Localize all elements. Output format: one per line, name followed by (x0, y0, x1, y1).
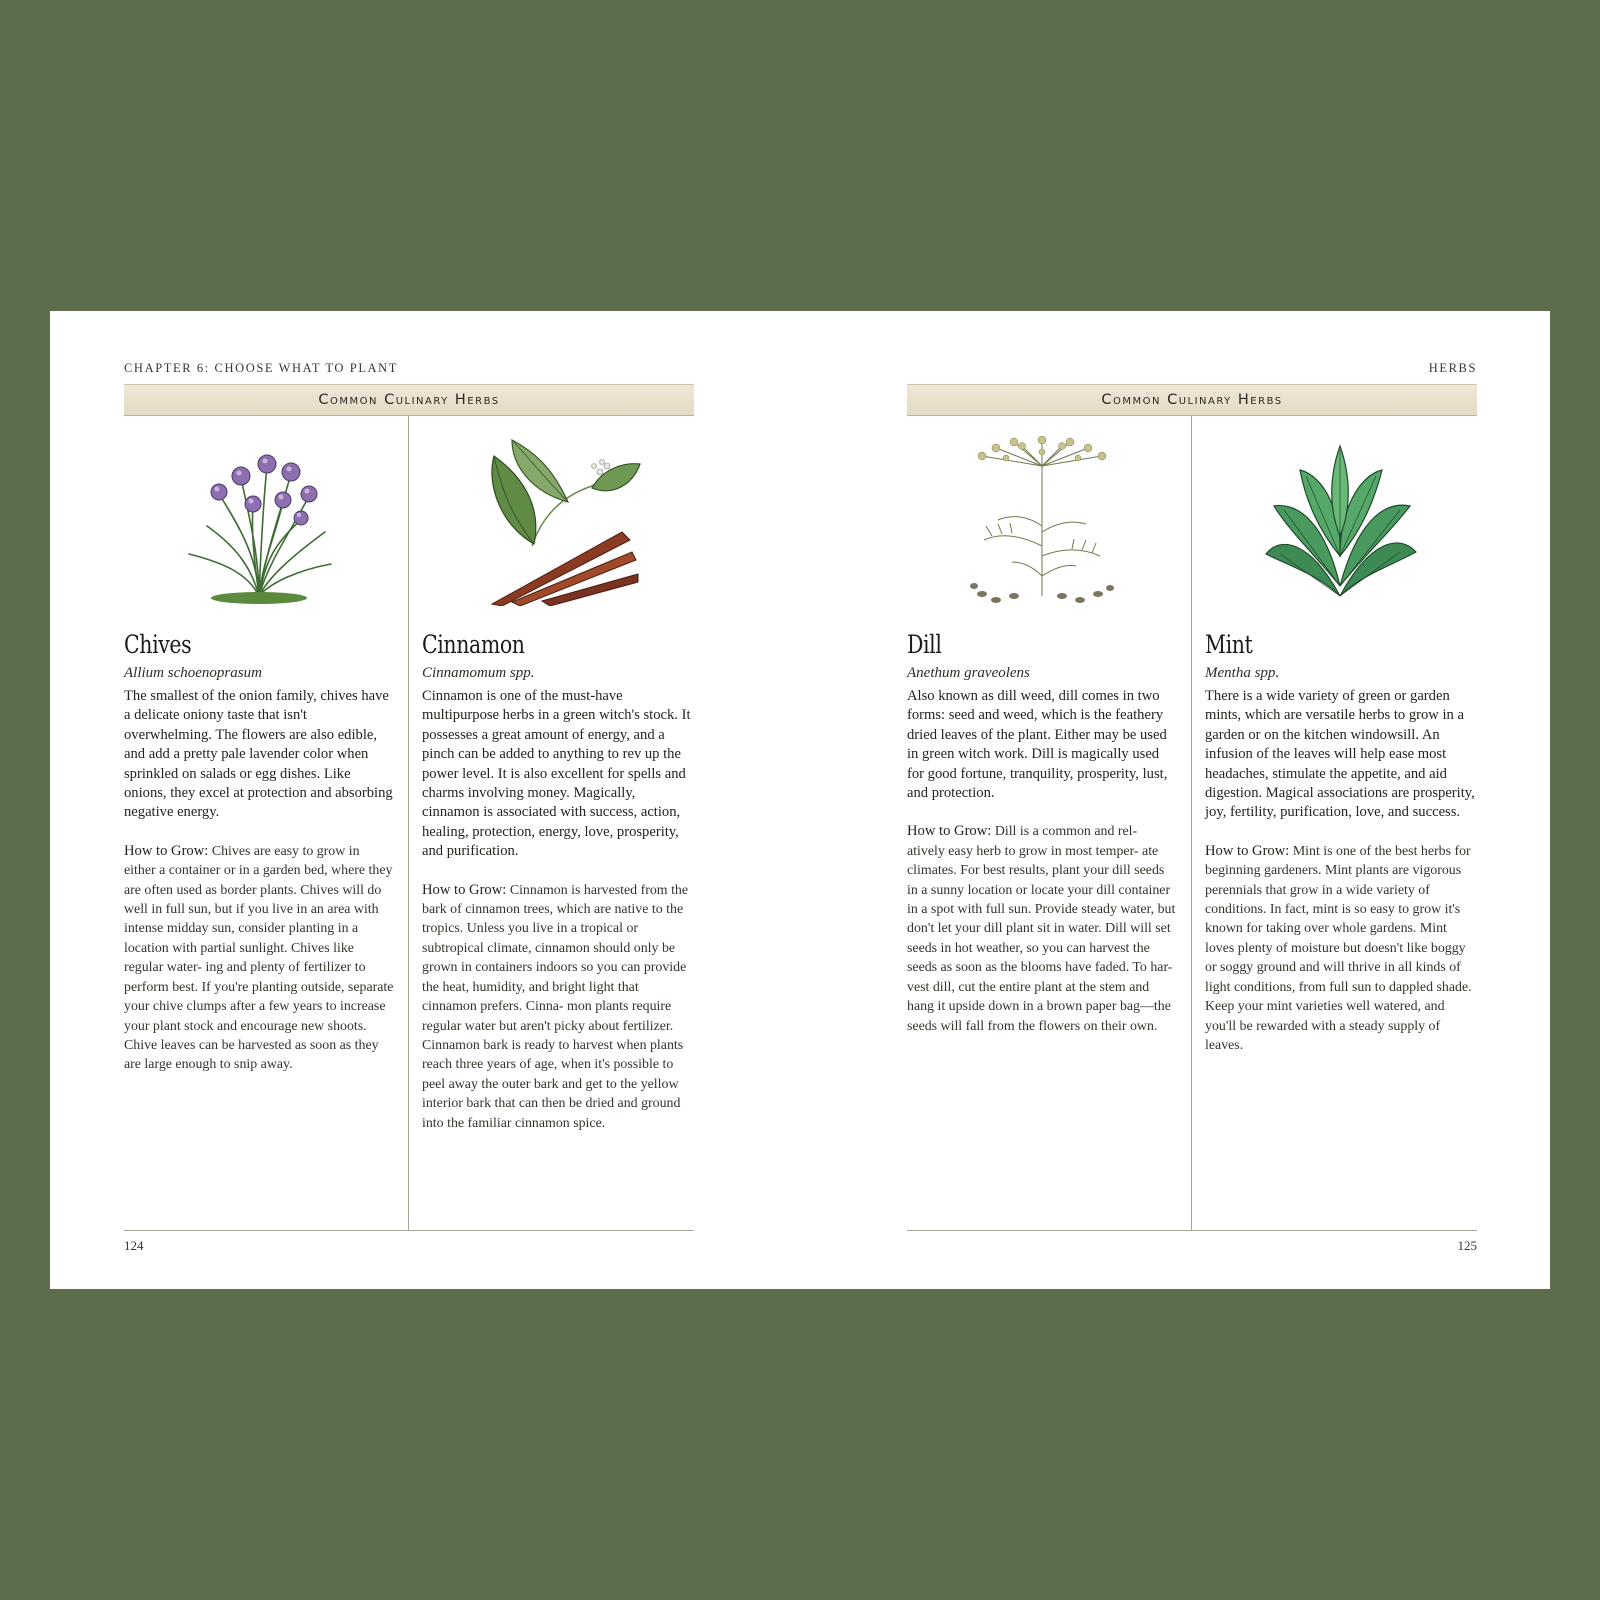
how-to-grow-text: Dill is a common and rel- atively easy herb to grow in most temper- ate climates. For best results, plant your dill seeds in a sunny location or locate your dill container in a spot with full sun. Provide steady water, but don't let your dill plant sit in water. Dill will set seeds in hot weather, so you can harvest the seeds as soon as the blooms have faded. To har- vest dill, cut the entire plant at the stem and hang it upside down in a brown paper bag—the seeds will fall from the flowers on their own. (907, 824, 1176, 1034)
herb-name: Mint (1205, 630, 1253, 659)
herb-latin-name: Cinnamomum spp. (422, 665, 535, 681)
right-page (907, 311, 1477, 1289)
section-banner (124, 384, 694, 416)
herb-description: The smallest of the onion family, chives have a delicate oniony taste that isn't overwhelming. The flowers are also edible, and add a pretty pale lavender color when sprinkled on salads or egg dishes. Like onions, they excel at protection and absorbing negative energy. (124, 688, 393, 821)
herb-entry-cinnamon (422, 421, 692, 1133)
banner-title: Common Culinary Herbs (1101, 392, 1283, 408)
book-spread (50, 311, 1550, 1289)
how-to-grow (422, 881, 692, 1133)
how-to-grow (124, 842, 394, 1075)
how-to-grow-label: How to Grow: (1205, 842, 1290, 859)
footer-rule (907, 1230, 1477, 1231)
herb-latin-name: Allium schoenoprasum (124, 665, 262, 681)
how-to-grow-text: Chives are easy to grow in either a container or in a garden bed, where they are often used as border plants. Chives will do well in full sun, but if you live in an area with intense midday sun, consider planting in a location with partial sunlight. Chives like regular water- ing and plenty of fertilizer to perform best. If you're planting outside, separate your chive clumps after a few years to increase your plant stock and encourage new shoots. Chive leaves can be harvested as soon as they are large enough to snip away. (124, 843, 394, 1073)
herb-entry-mint (1205, 421, 1475, 1055)
herb-latin-name: Mentha spp. (1205, 665, 1280, 681)
herb-name: Dill (907, 630, 942, 659)
herb-latin-name: Anethum graveolens (907, 665, 1030, 681)
cinnamon-illustration (422, 421, 692, 621)
herb-entry-chives (124, 421, 394, 1075)
how-to-grow (907, 822, 1177, 1035)
column-divider (1191, 416, 1192, 1231)
how-to-grow-label: How to Grow: (124, 842, 209, 859)
how-to-grow (1205, 842, 1475, 1055)
left-page (124, 311, 694, 1289)
page-number: 124 (124, 1238, 144, 1253)
herb-description: There is a wide variety of green or garden mints, which are versatile herbs to grow in a garden or on the kitchen windowsill. An infusion of the leaves will help ease most headaches, stimulate the appetite, and aid digestion. Magical associations are prosperity, joy, fertility, purification, love, and success. (1205, 688, 1475, 821)
mint-illustration (1205, 421, 1475, 621)
herb-name: Cinnamon (422, 630, 525, 659)
herb-entry-dill (907, 421, 1177, 1036)
herb-description: Cinnamon is one of the must-have multipurpose herbs in a green witch's stock. It possesses a great amount of energy, and a pinch can be added to anything to rev up the power level. It is also excellent for spells and charms involving money. Magically, cinnamon is associated with success, action, healing, protection, energy, love, prosperity, and purification. (422, 688, 691, 860)
herb-name: Chives (124, 630, 192, 659)
footer-rule (124, 1230, 694, 1231)
banner-title: Common Culinary Herbs (318, 392, 500, 408)
running-head: HERBS (1428, 361, 1477, 375)
page-number: 125 (1457, 1238, 1477, 1253)
running-head: CHAPTER 6: CHOOSE WHAT TO PLANT (124, 361, 399, 375)
how-to-grow-label: How to Grow: (907, 823, 992, 840)
dill-illustration (907, 421, 1177, 621)
chives-illustration (124, 421, 394, 621)
how-to-grow-text: Mint is one of the best herbs for beginning gardeners. Mint plants are vigorous perennials that grow in a wide variety of conditions. In fact, mint is so easy to grow it's known for taking over whole gardens. Mint loves plenty of moisture but doesn't like boggy or soggy ground and will thrive in all kinds of light conditions, from full sun to dappled shade. Keep your mint varieties well watered, and you'll be rewarded with a steady supply of leaves. (1205, 843, 1472, 1053)
how-to-grow-label: How to Grow: (422, 881, 507, 898)
section-banner (907, 384, 1477, 416)
how-to-grow-text: Cinnamon is harvested from the bark of cinnamon trees, which are native to the tropics. Unless you live in a tropical or subtropical climate, cinnamon should only be grown in containers indoors so you can provide the heat, humidity, and bright light that cinnamon prefers. Cinna- mon plants require regular water but aren't picky about fertilizer. Cinnamon bark is ready to harvest when plants reach three years of age, when it's possible to peel away the outer bark and get to the yellow interior bark that can then be dried and ground into the familiar cinnamon spice. (422, 882, 689, 1131)
column-divider (408, 416, 409, 1231)
herb-description: Also known as dill weed, dill comes in two forms: seed and weed, which is the feathery dried leaves of the plant. Either may be used in green witch work. Dill is magically used for good fortune, tranquility, prosperity, lust, and protection. (907, 688, 1168, 802)
